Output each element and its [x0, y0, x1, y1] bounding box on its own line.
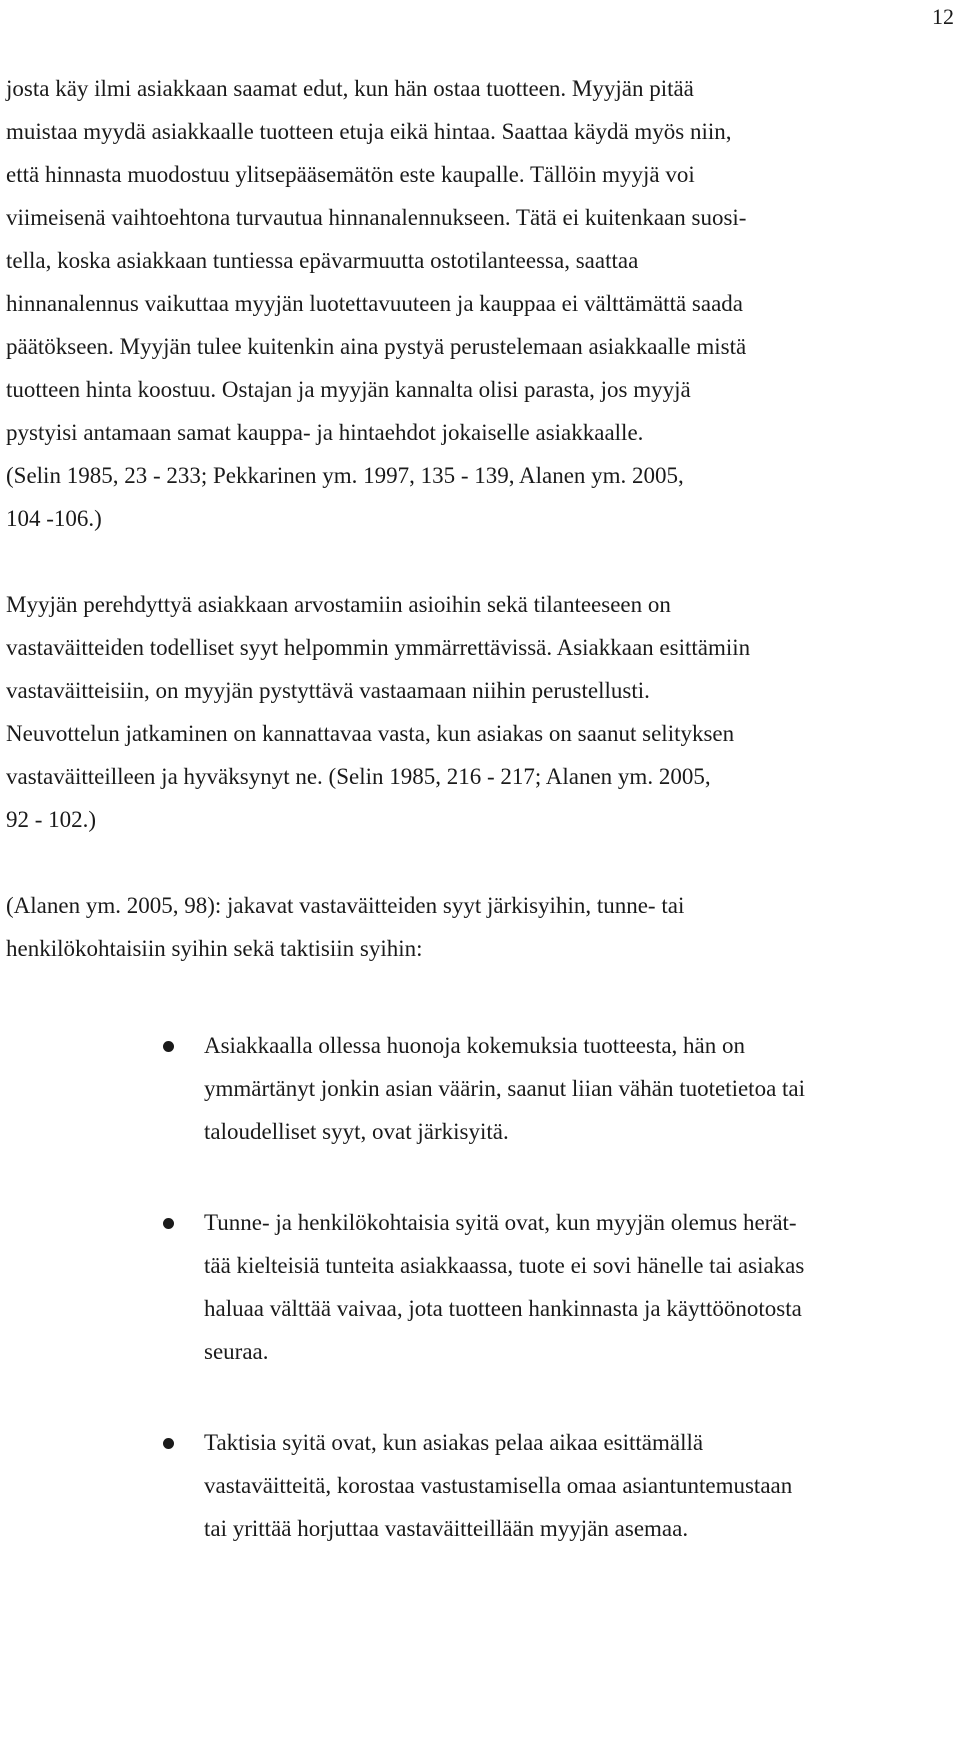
text-line: josta käy ilmi asiakkaan saamat edut, kun hän ostaa tuotteen. Myyjän pitää [6, 76, 694, 101]
text-line: vastaväitteitä, korostaa vastustamisella omaa asiantuntemustaan [204, 1473, 793, 1498]
text-line: muistaa myydä asiakkaalle tuotteen etuja eikä hintaa. Saattaa käydä myös niin, [6, 119, 732, 144]
text-line: 104 -106.) [6, 506, 102, 531]
text-line: henkilökohtaisiin syihin sekä taktisiin syihin: [6, 936, 423, 961]
text-line: vastaväitteiden todelliset syyt helpommin ymmärrettävissä. Asiakkaan esittämiin [6, 635, 751, 660]
text-line: (Alanen ym. 2005, 98): jakavat vastaväitteiden syyt järkisyihin, tunne- tai [6, 893, 685, 918]
text-line: tuotteen hinta koostuu. Ostajan ja myyjän kannalta olisi parasta, jos myyjä [6, 377, 691, 402]
text-line: 92 - 102.) [6, 807, 97, 832]
text-line: haluaa välttää vaivaa, jota tuotteen hankinnasta ja käyttöönotosta [204, 1296, 802, 1321]
text-line: (Selin 1985, 23 - 233; Pekkarinen ym. 1997, 135 - 139, Alanen ym. 2005, [6, 463, 684, 488]
text-line: ymmärtänyt jonkin asian väärin, saanut liian vähän tuotetietoa tai [204, 1076, 806, 1101]
text-line: Asiakkaalla ollessa huonoja kokemuksia tuotteesta, hän on [204, 1033, 746, 1058]
text-line: seuraa. [204, 1339, 269, 1364]
text-line: Tunne- ja henkilökohtaisia syitä ovat, kun myyjän olemus herät- [204, 1210, 797, 1235]
text-line: tai yrittää horjuttaa vastaväitteillään myyjän asemaa. [204, 1516, 689, 1541]
text-line: vastaväitteisiin, on myyjän pystyttävä vastaamaan niihin perustellusti. [6, 678, 650, 703]
page-number: 12 [932, 4, 954, 29]
text-line: Neuvottelun jatkaminen on kannattavaa vasta, kun asiakas on saanut selityksen [6, 721, 735, 746]
bullet-icon [163, 1438, 174, 1449]
text-line: että hinnasta muodostuu ylitsepääsemätön este kaupalle. Tällöin myyjä voi [6, 162, 695, 187]
text-line: tella, koska asiakkaan tuntiessa epävarmuutta ostotilanteessa, saattaa [6, 248, 639, 273]
text-line: taloudelliset syyt, ovat järkisyitä. [204, 1119, 509, 1144]
text-line: hinnanalennus vaikuttaa myyjän luotettavuuteen ja kauppaa ei välttämättä saada [6, 291, 743, 316]
text-line: Myyjän perehdyttyä asiakkaan arvostamiin asioihin sekä tilanteeseen on [6, 592, 671, 617]
text-line: viimeisenä vaihtoehtona turvautua hinnanalennukseen. Tätä ei kuitenkaan suosi- [6, 205, 747, 230]
text-line: tää kielteisiä tunteita asiakkaassa, tuote ei sovi hänelle tai asiakas [204, 1253, 805, 1278]
text-line: pystyisi antamaan samat kauppa- ja hintaehdot jokaiselle asiakkaalle. [6, 420, 644, 445]
bullet-icon [163, 1218, 174, 1229]
text-line: vastaväitteilleen ja hyväksynyt ne. (Selin 1985, 216 - 217; Alanen ym. 2005, [6, 764, 711, 789]
text-line: päätökseen. Myyjän tulee kuitenkin aina pystyä perustelemaan asiakkaalle mistä [6, 334, 747, 359]
text-line: Taktisia syitä ovat, kun asiakas pelaa aikaa esittämällä [204, 1430, 704, 1455]
bullet-icon [163, 1041, 174, 1052]
